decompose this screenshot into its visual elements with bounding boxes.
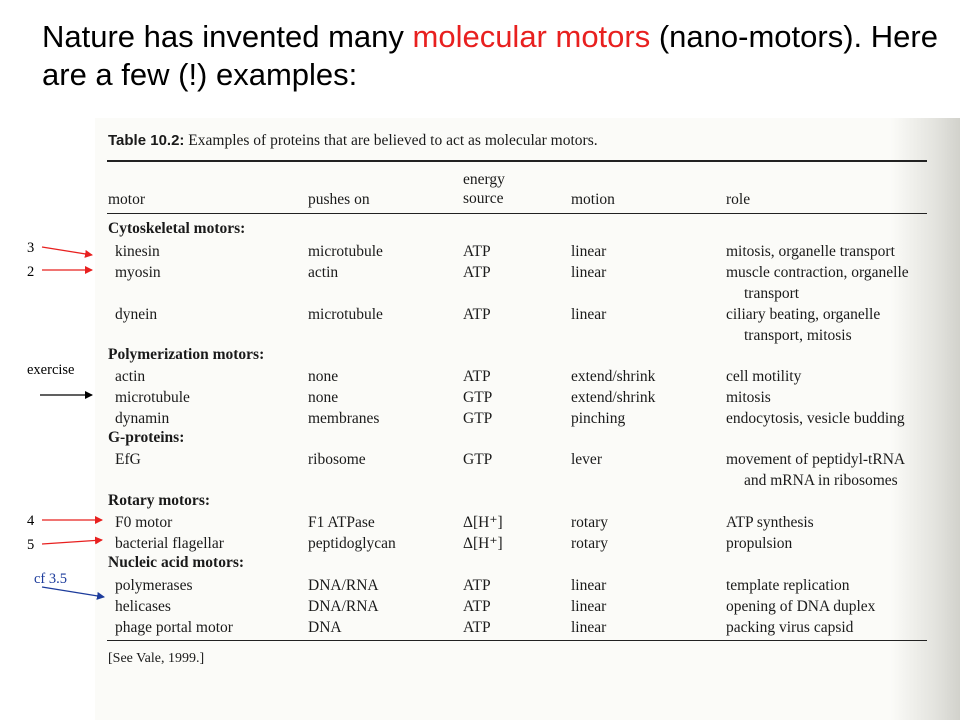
cell-energy: ATP bbox=[463, 306, 491, 323]
cell-motor: bacterial flagellar bbox=[115, 535, 224, 552]
annotation-f0-number: 4 bbox=[27, 513, 35, 529]
title-part1: Nature has invented many bbox=[42, 19, 413, 54]
cell-role: mitosis bbox=[726, 389, 771, 406]
cell-pushes-on: microtubule bbox=[308, 243, 383, 260]
annotation-exercise: exercise bbox=[27, 362, 75, 378]
annotation-myosin-number: 2 bbox=[27, 264, 35, 280]
cell-role-cont: and mRNA in ribosomes bbox=[744, 472, 898, 489]
cell-motor: dynamin bbox=[115, 410, 170, 427]
cell-role: muscle contraction, organelle bbox=[726, 264, 909, 281]
cell-role: endocytosis, vesicle budding bbox=[726, 410, 905, 427]
cell-motion: rotary bbox=[571, 514, 609, 531]
cell-pushes-on: actin bbox=[308, 264, 339, 281]
cell-role: packing virus capsid bbox=[726, 619, 854, 636]
cell-motor: polymerases bbox=[115, 577, 193, 594]
cell-pushes-on: F1 ATPase bbox=[308, 514, 375, 531]
table-source: [See Vale, 1999.] bbox=[108, 651, 205, 666]
cell-pushes-on: peptidoglycan bbox=[308, 535, 396, 552]
cell-energy: GTP bbox=[463, 410, 493, 427]
arrow-cf-icon bbox=[42, 587, 104, 597]
header-energy: energy bbox=[463, 171, 505, 188]
cell-motion: extend/shrink bbox=[571, 389, 656, 406]
cell-pushes-on: none bbox=[308, 368, 339, 385]
header-role: role bbox=[726, 191, 751, 208]
cell-role-cont: transport bbox=[744, 285, 800, 302]
annotation-kinesin-number: 3 bbox=[27, 240, 35, 256]
cell-energy: GTP bbox=[463, 389, 493, 406]
cell-energy: GTP bbox=[463, 451, 493, 468]
table-number: Table 10.2: bbox=[108, 132, 185, 149]
cell-energy: Δ[H⁺] bbox=[463, 535, 503, 552]
annotation-cf: cf 3.5 bbox=[34, 571, 68, 587]
cell-motion: linear bbox=[571, 306, 607, 323]
cell-role: template replication bbox=[726, 577, 850, 594]
cell-pushes-on: none bbox=[308, 389, 339, 406]
cell-motion: lever bbox=[571, 451, 602, 468]
table-caption-text: Examples of proteins that are believed to act as molecular motors. bbox=[188, 132, 598, 149]
cell-energy: ATP bbox=[463, 577, 491, 594]
header-motion: motion bbox=[571, 191, 615, 208]
cell-motor: dynein bbox=[115, 306, 158, 323]
cell-pushes-on: ribosome bbox=[308, 451, 366, 468]
header-motor: motor bbox=[108, 191, 146, 208]
cell-motor: F0 motor bbox=[115, 514, 173, 531]
cell-motion: linear bbox=[571, 264, 607, 281]
section-cytoskeletal: Cytoskeletal motors: bbox=[108, 220, 246, 237]
cell-role: ATP synthesis bbox=[726, 514, 814, 531]
cell-motion: linear bbox=[571, 243, 607, 260]
cell-energy: Δ[H⁺] bbox=[463, 514, 503, 531]
cell-role: ciliary beating, organelle bbox=[726, 306, 881, 323]
cell-role-cont: transport, mitosis bbox=[744, 327, 852, 344]
title-part2: (nano-motors). Here are a few (!) examples: bbox=[42, 19, 938, 92]
cell-energy: ATP bbox=[463, 619, 491, 636]
cell-motor: actin bbox=[115, 368, 146, 385]
section-gproteins: G-proteins: bbox=[108, 429, 185, 446]
cell-pushes-on: membranes bbox=[308, 410, 380, 427]
cell-motion: rotary bbox=[571, 535, 609, 552]
cell-motor: microtubule bbox=[115, 389, 190, 406]
cell-energy: ATP bbox=[463, 243, 491, 260]
cell-motion: linear bbox=[571, 577, 607, 594]
cell-motion: linear bbox=[571, 619, 607, 636]
cell-energy: ATP bbox=[463, 368, 491, 385]
cell-motion: linear bbox=[571, 598, 607, 615]
cell-motion: extend/shrink bbox=[571, 368, 656, 385]
cell-energy: ATP bbox=[463, 598, 491, 615]
cell-pushes-on: microtubule bbox=[308, 306, 383, 323]
cell-pushes-on: DNA/RNA bbox=[308, 577, 379, 594]
arrow-kinesin-icon bbox=[42, 247, 92, 255]
cell-pushes-on: DNA/RNA bbox=[308, 598, 379, 615]
cell-role: movement of peptidyl-tRNA bbox=[726, 451, 906, 468]
cell-motor: phage portal motor bbox=[115, 619, 233, 636]
cell-energy: ATP bbox=[463, 264, 491, 281]
title-highlight: molecular motors bbox=[412, 19, 651, 54]
cell-pushes-on: DNA bbox=[308, 619, 342, 636]
section-polymerization: Polymerization motors: bbox=[108, 346, 265, 363]
section-nucleic: Nucleic acid motors: bbox=[108, 554, 245, 571]
cell-role: propulsion bbox=[726, 535, 793, 552]
cell-motor: kinesin bbox=[115, 243, 160, 260]
header-pushes-on: pushes on bbox=[308, 191, 370, 208]
annotation-flagellar-number: 5 bbox=[27, 537, 35, 553]
header-source: source bbox=[463, 190, 504, 207]
cell-motor: helicases bbox=[115, 598, 171, 615]
cell-role: mitosis, organelle transport bbox=[726, 243, 895, 260]
cell-motor: myosin bbox=[115, 264, 161, 281]
cell-motion: pinching bbox=[571, 410, 626, 427]
cell-role: opening of DNA duplex bbox=[726, 598, 876, 615]
section-rotary: Rotary motors: bbox=[108, 492, 211, 509]
arrow-flagellar-icon bbox=[42, 540, 102, 544]
cell-motor: EfG bbox=[115, 451, 141, 468]
cell-role: cell motility bbox=[726, 368, 802, 385]
